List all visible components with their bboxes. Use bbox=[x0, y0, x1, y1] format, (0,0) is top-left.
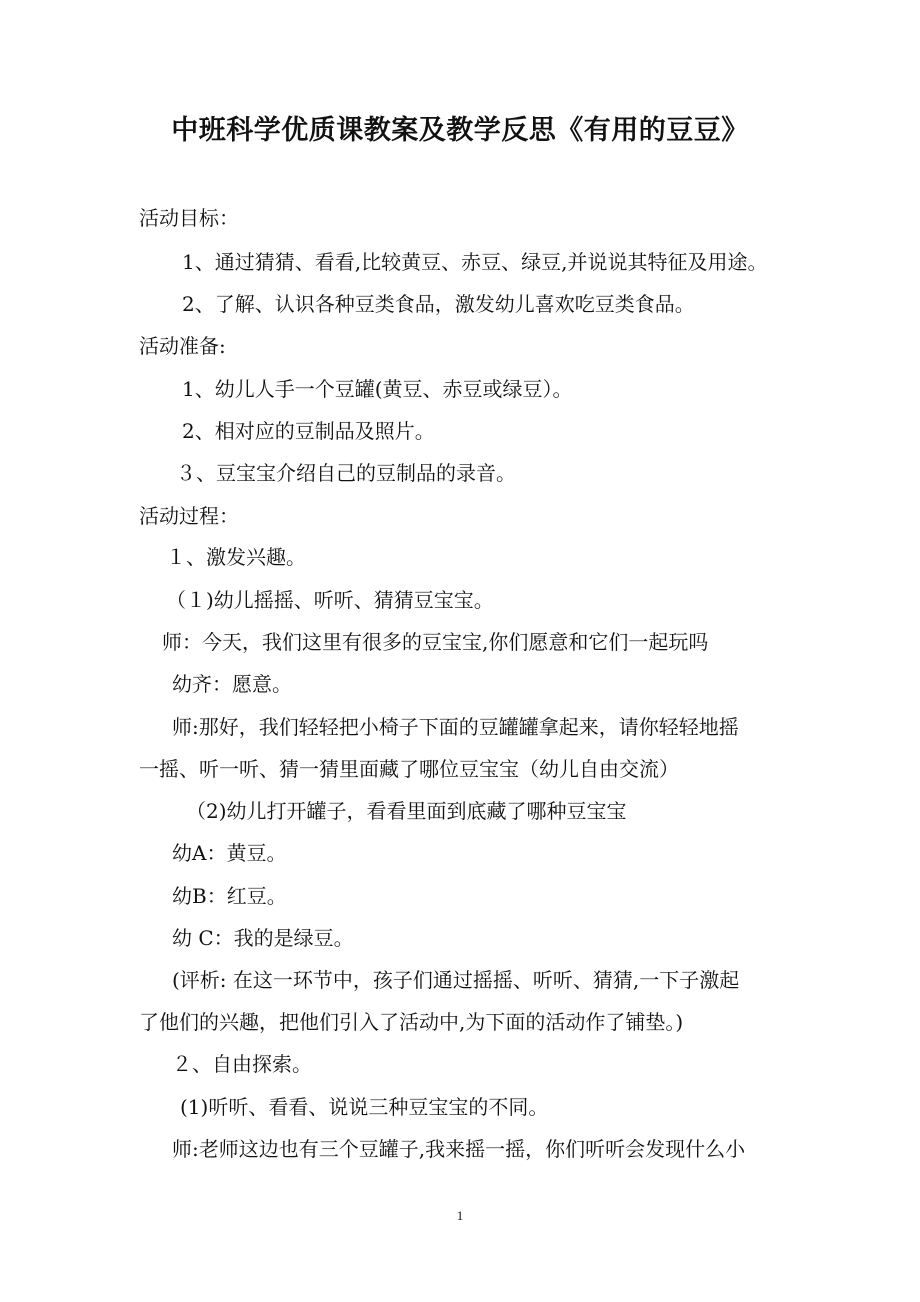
text-line: 幼齐：愿意。 bbox=[172, 672, 292, 696]
text-line: 幼B：红豆。 bbox=[172, 884, 287, 908]
text-line: 1、通过猜猜、看看,比较黄豆、赤豆、绿豆,并说说其特征及用途。 bbox=[182, 250, 768, 274]
text-line: （2)幼儿打开罐子，看看里面到底藏了哪种豆宝宝 bbox=[186, 799, 627, 823]
text-line: 幼A：黄豆。 bbox=[172, 841, 287, 865]
text-line: 一摇、听一听、猜一猜里面藏了哪位豆宝宝（幼儿自由交流） bbox=[139, 757, 679, 781]
text-line: 师:那好，我们轻轻把小椅子下面的豆罐罐拿起来，请你轻轻地摇 bbox=[172, 715, 739, 739]
text-line: 师：今天，我们这里有很多的豆宝宝,你们愿意和它们一起玩吗 bbox=[162, 630, 709, 654]
text-line: （１)幼儿摇摇、听听、猜猜豆宝宝。 bbox=[166, 588, 494, 612]
text-line: (1)听听、看看、说说三种豆宝宝的不同。 bbox=[180, 1095, 549, 1119]
text-line: 2、了解、认识各种豆类食品，激发幼儿喜欢吃豆类食品。 bbox=[182, 292, 695, 316]
text-line: ３、豆宝宝介绍自己的豆制品的录音。 bbox=[176, 461, 516, 485]
section-heading-goals: 活动目标： bbox=[139, 206, 239, 230]
text-line: 师:老师这边也有三个豆罐子,我来摇一摇，你们听听会发现什么小 bbox=[172, 1137, 746, 1161]
page-number: 1 bbox=[456, 1208, 464, 1223]
text-line: 2、相对应的豆制品及照片。 bbox=[182, 419, 435, 443]
text-line: 1、幼儿人手一个豆罐(黄豆、赤豆或绿豆）。 bbox=[182, 377, 573, 401]
text-line: 了他们的兴趣，把他们引入了活动中,为下面的活动作了铺垫。) bbox=[139, 1010, 684, 1034]
text-line: １、激发兴趣。 bbox=[166, 545, 306, 569]
document-title: 中班科学优质课教案及教学反思《有用的豆豆》 bbox=[171, 115, 749, 146]
text-line: 幼 C：我的是绿豆。 bbox=[172, 926, 354, 950]
section-heading-preparation: 活动准备: bbox=[139, 334, 226, 358]
section-heading-process: 活动过程： bbox=[139, 504, 239, 528]
text-line: (评析: 在这一环节中，孩子们通过摇摇、听听、猜猜,一下子激起 bbox=[172, 968, 740, 992]
text-line: ２、自由探索。 bbox=[172, 1052, 312, 1076]
